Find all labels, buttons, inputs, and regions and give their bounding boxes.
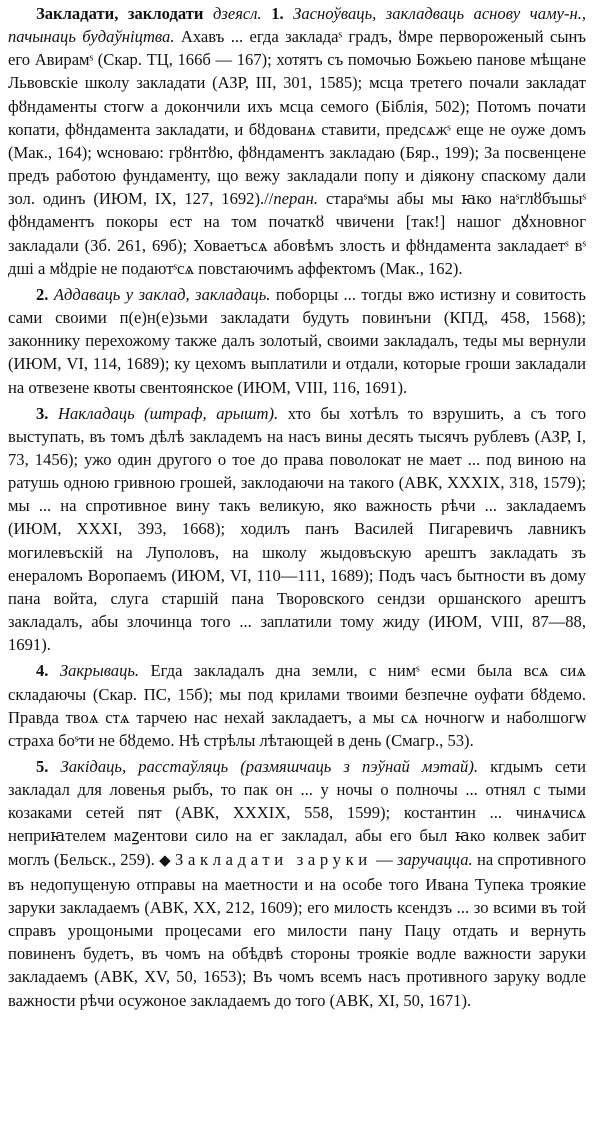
sense-1-citations: Ахавъ ... егда закладаˢ градъ, ȣмре первороженый сынъ его Авирамˢ (Скар. ТЦ, 166б — 167); хотятъ съ помочью Божьею панове мѣщане Львовскіе школу закладати (АЗР, III, 301, 1585); мсца третего почали закладат фȣндаменты стогѡ а докончили ихъ мсца семого (Біблія, 502); Потомъ почати копати, фȣндамента закладати, и бȣдованѧ ставити, предсѧжˢ еще не оуже домъ (Мак., 164); ѡсноваю: грȣнтȣю, фȣндаментъ закладаю (Бяр., 199); За посвенцене предъ работою фундаменту, що вежу закладали попу и діякону спаскому дали зол. одинъ (ИЮМ, IX, 127, 1692). (8, 27, 586, 209)
idiom-dash: — (376, 849, 393, 869)
sense-4-citations: Егда закладалъ дна земли, с нимˢ есми была всѧ сиѧ складаючы (Скар. ПС, 15б); мы под крилами твоими безпечне оуфати бȣдемо. Правда твоѧ стѧ тарчею нас нехай закладаетъ, а мы сѧ ночногѡ и наболшогѡ страха боˢти не бȣдемо. Нѣ стрѣлы лѣтающей в день (Смагр., 53). (8, 661, 586, 750)
sense-5-citations: кгдымъ сети закладал для ловенья рыбъ, то пак он ... у ночы о полночы ... отнял с тыми козаками сетей пят (АВК, XXXIX, 558, 1599); костантин ... чинѧчисѧ неприꙗтелем маꙁентови сило на ег закладал, абы его был ꙗко колвек забит моглъ (Бельск., 259). (8, 757, 586, 869)
sense-3-paragraph (8, 402, 586, 657)
sense-2-citations: поборцы ... тогды вжо истизну и совитость сами своими п(е)н(е)зьми закладати будуть повинъни (КПД, 458, 1568); законнику перехожому также далъ золотый, своими закладалъ, теды мы вернули (ИЮМ, VI, 114, 1689); ку цехомъ выплатили и отдали, которые гроши закладали на отвезене квоты свентоянское (ИЮМ, VIII, 116, 1691). (8, 284, 587, 397)
sense-4-number: 4. (36, 661, 49, 681)
phrase-label: перан. (273, 189, 319, 209)
sense-3-gloss: Накладаць (штраф, арышт). (57, 403, 279, 423)
sense-2-number: 2. (36, 284, 49, 304)
sense-4-paragraph (8, 659, 586, 752)
phrase-separator: // (264, 189, 274, 209)
sense-3-citations: хто бы хотѣлъ то взрушить, а съ того выступать, въ томъ дѣлѣ закладемъ на насъ вины десять тысячъ рублевъ (АЗР, I, 73, 1456); ужо один другого о тое до права поволокат не мает ... под виною на ратушь одною гривною грошей, заклодаючи на такого (АВК, XXXIX, 318, 1579); мы ... на спротивное вину такъ великую, яко важность рѣчи ... закладаемъ (ИЮМ, XXXI, 393, 1668); ходилъ панъ Василей Пигаревичъ лавникъ могилевъскій на Луполовъ, на школу жыдовъскую арештъ закладать зъ енераломъ Воропаемъ (ИЮМ, VI, 110—111, 1689); Подъ часъ бытности въ дому пана войта, слуга старшій пана Творовского сендзи оршанского арештъ закладалъ, абы злочинца того ... заплатили тому жиду (ИЮМ, VIII, 87—88, 1691). (8, 403, 586, 655)
sense-1-gloss: Засноўваць, закладваць аснову чаму-н., пачынаць будаўніцтва. (8, 4, 586, 47)
idiom-gloss: заручацца. (397, 849, 473, 869)
entry-sense-1 (8, 2, 586, 280)
sense-5-number: 5. (36, 757, 49, 776)
entry-sense-5 (8, 755, 586, 1012)
idiom-citations: на спротивного въ недопущеную отправы на маетности и на особе того Ивана Тупека троякие заруки закладаемъ (АВК, XX, 212, 1609); его милость ксендзъ ... зо всими въ той справъ урощоными процесами его милости пану Пацу отдать и вернуть повиненъ будетъ, въ чомъ на обѣдвѣ стороны троякіе водле важности заруки закладаемъ (АВК, XV, 50, 1653); Въ чомъ всемъ насъ противного заруку водле важности рѣчи осужоное закладаемъ до того (АВК, XI, 50, 1671). (8, 849, 586, 1010)
entry-sense-3 (8, 402, 586, 657)
phrase-citations: стараˢмы абы мы ꙗко наˢглȣбъшыˢ фȣндаментъ покоры ест на том початкȣ чвичени [так!] нашог дꙋхновног закладали (Зб. 261, 69б); Ховаетъсѧ абовѣмъ злость и фȣндамента закладаетˢ вˢ дші а мȣдріе не подаютˢсѧ повстаючимъ аффектомъ (Мак., 162). (8, 189, 586, 278)
entry-sense-2 (8, 283, 586, 399)
headword: Закладати, заклодати (36, 4, 204, 23)
sense-2-paragraph (8, 283, 586, 399)
sense-4-gloss: Закрываць. (59, 661, 140, 681)
sense-1-number: 1. (271, 4, 284, 23)
sense-1-paragraph (8, 2, 586, 280)
entry-sense-4 (8, 659, 586, 752)
sense-5-gloss: Закідаць, расстаўляць (размяшчаць з пэўнай мэтай). (60, 757, 479, 776)
idiom-phrase: Закладати заруки (175, 849, 372, 869)
sense-5-paragraph (8, 755, 586, 1012)
sense-3-number: 3. (36, 403, 49, 423)
grammar-label: дзеясл. (212, 4, 262, 23)
sense-2-gloss: Аддаваць у заклад, закладаць. (53, 284, 271, 304)
idiom-diamond-icon: ◆ (159, 852, 171, 869)
